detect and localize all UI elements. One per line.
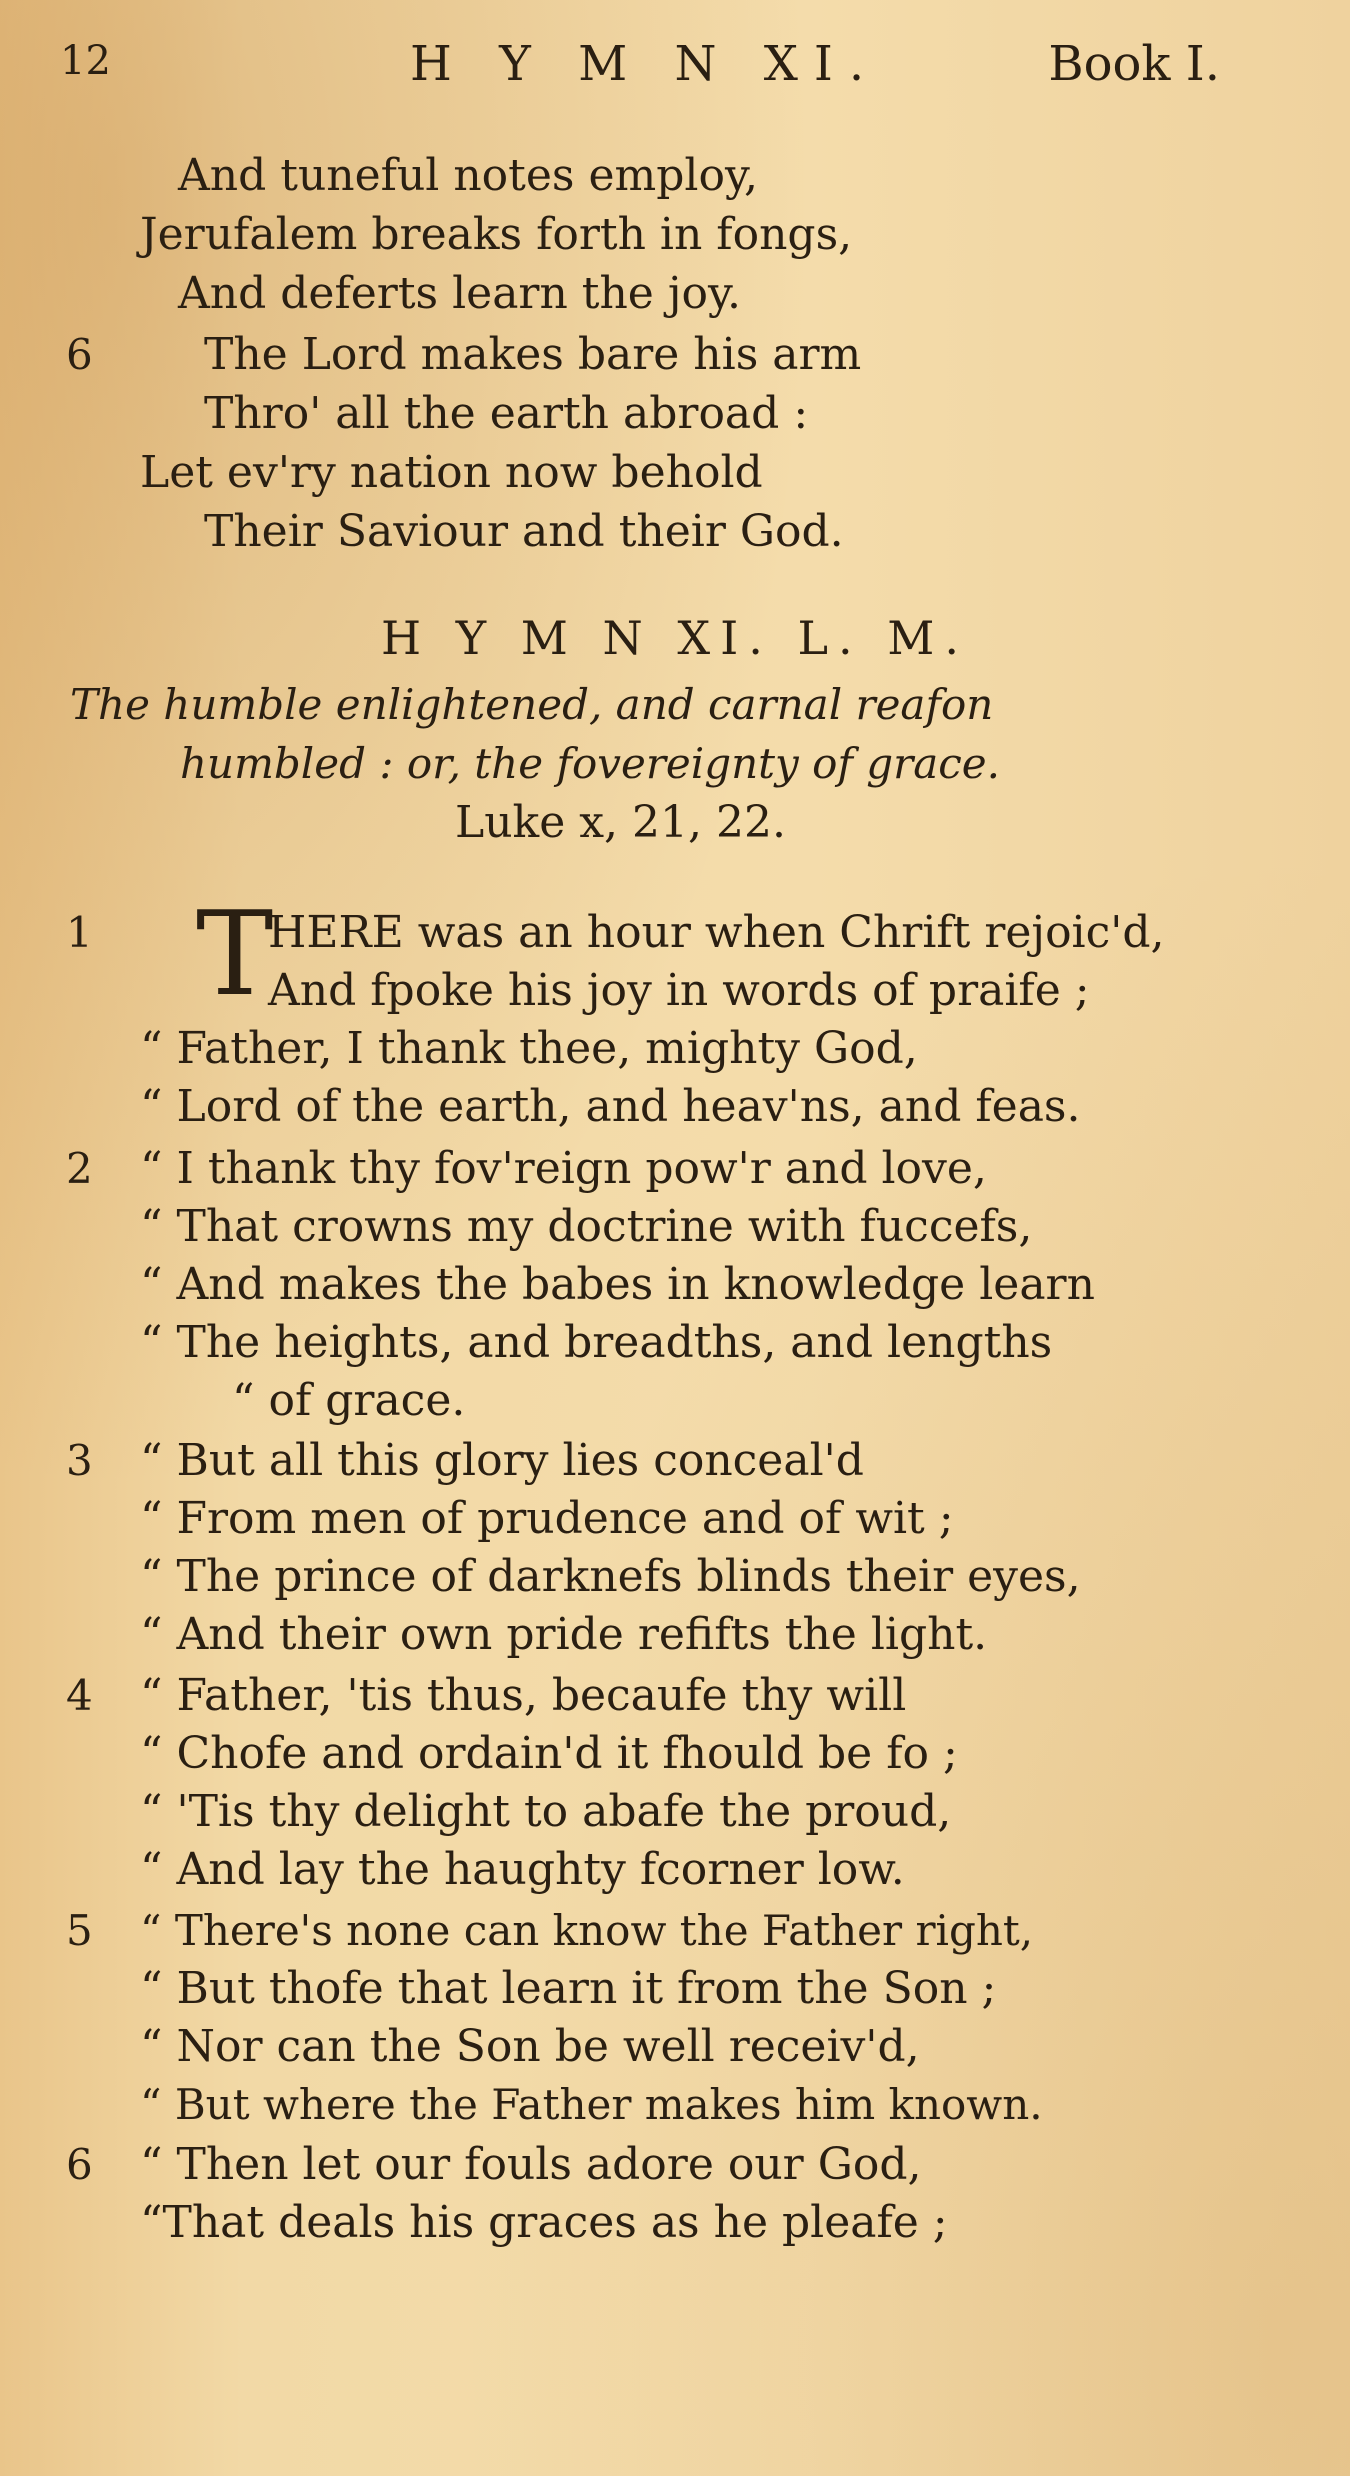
verse-line: “ Then let our fouls adore our God, <box>140 2139 922 2190</box>
verse-line: And fpoke his joy in words of praife ; <box>268 965 1090 1016</box>
verse-line: “ There's none can know the Father right, <box>140 1906 1034 1955</box>
verse-number: 2 <box>66 1144 93 1193</box>
verse-number: 5 <box>66 1906 93 1955</box>
verse-line: “ And makes the babes in knowledge learn <box>140 1259 1095 1310</box>
verse-number: 3 <box>66 1436 93 1485</box>
verse-line: “ Father, 'tis thus, becaufe thy will <box>140 1670 907 1721</box>
verse-line: “ But where the Father makes him known. <box>140 2080 1043 2129</box>
prev-verse-line: The Lord makes bare his arm <box>204 329 862 380</box>
verse-line: “ From men of prudence and of wit ; <box>140 1493 954 1544</box>
verse-line: “ Nor can the Son be well receiv'd, <box>140 2021 920 2072</box>
verse-line: “ But all this glory lies conceal'd <box>140 1435 864 1486</box>
verse-line: “ The prince of darknefs blinds their eyes, <box>140 1551 1081 1602</box>
verse-line: “That deals his graces as he pleafe ; <box>140 2197 948 2248</box>
page-number: 12 <box>60 38 111 84</box>
verse-number: 1 <box>66 908 93 957</box>
prev-verse-line: Thro' all the earth abroad : <box>204 388 809 439</box>
verse-line: “ Chofe and ordain'd it fhould be fo ; <box>140 1728 958 1779</box>
drop-cap: T <box>196 887 274 1022</box>
verse-line: “ But thofe that learn it from the Son ; <box>140 1963 997 2014</box>
verse-line: HERE was an hour when Chrift rejoic'd, <box>268 907 1165 958</box>
running-header <box>60 28 1220 108</box>
verse-line: “ Father, I thank thee, mighty God, <box>140 1023 918 1074</box>
hymn-subtitle: humbled : or, the fovereignty of grace. <box>180 739 1001 788</box>
prev-verse-line: Let ev'ry nation now behold <box>140 447 763 498</box>
hymn-title: H Y M N XI. L. M. <box>381 611 969 665</box>
verse-line: “ And lay the haughty fcorner low. <box>140 1844 905 1895</box>
prev-line: And deferts learn the joy. <box>178 268 741 319</box>
prev-line: Jerufalem breaks forth in fongs, <box>140 209 853 260</box>
verse-number: 6 <box>66 2140 93 2189</box>
verse-line: “ Lord of the earth, and heav'ns, and feas. <box>140 1081 1081 1132</box>
verse-number: 6 <box>66 330 93 379</box>
verse-line: “ I thank thy fov'reign pow'r and love, <box>140 1143 987 1194</box>
verse-line: “ The heights, and breadths, and lengths <box>140 1317 1053 1368</box>
prev-verse-line: Their Saviour and their God. <box>204 506 844 557</box>
verse-line: “ And their own pride refifts the light. <box>140 1609 988 1660</box>
prev-line: And tuneful notes employ, <box>178 150 758 201</box>
verse-line: “ 'Tis thy delight to abafe the proud, <box>140 1786 952 1837</box>
running-title: H Y M N XI. <box>410 36 881 92</box>
scripture-reference: Luke x, 21, 22. <box>455 797 786 848</box>
verse-number: 4 <box>66 1671 93 1720</box>
verse-line: “ That crowns my doctrine with fuccefs, <box>140 1201 1033 1252</box>
hymn-subtitle: The humble enlightened, and carnal reafon <box>70 680 994 729</box>
book-label: Book I. <box>1048 36 1220 92</box>
verse-line: “ of grace. <box>232 1375 466 1426</box>
